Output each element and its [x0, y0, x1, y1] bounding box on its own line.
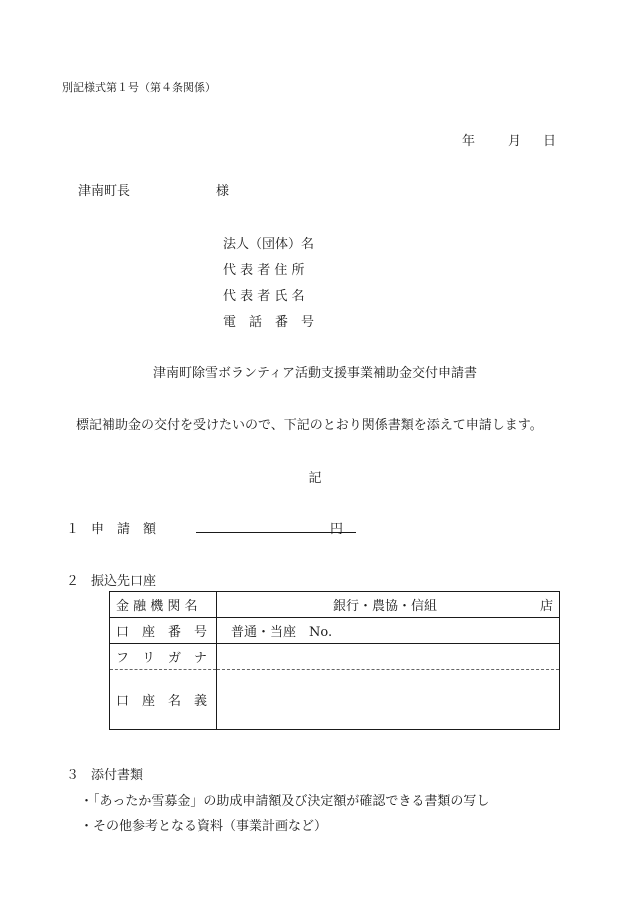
section3-number: ３ — [66, 768, 80, 783]
bank-name-label: 金 融 機 関 名 — [110, 592, 217, 618]
account-holder-field[interactable] — [217, 670, 560, 730]
applicant-org-name: 法人（団体）名 — [223, 237, 315, 252]
date-month: 月 — [508, 134, 522, 149]
table-row — [110, 592, 560, 618]
body-text: 標記補助金の交付を受けたいので、下記のとおり関係書類を添えて申請します。 — [76, 418, 543, 433]
bank-type-options: 銀行・農協・信組 — [333, 599, 438, 614]
applicant-rep-name: 代 表 者 氏 名 — [223, 289, 305, 304]
account-number-label: 口 座 番 号 — [110, 618, 217, 644]
date-day: 日 — [543, 134, 557, 149]
section3-label: 添付書類 — [91, 768, 144, 783]
amount-unit: 円 — [330, 522, 344, 537]
branch-suffix: 店 — [539, 599, 553, 614]
list-item: ・「あったか雪募金」の助成申請額及び決定額が確認できる書類の写し — [80, 794, 490, 809]
account-number-field[interactable] — [217, 618, 560, 644]
furigana-label: フ リ ガ ナ — [110, 644, 217, 670]
list-item: ・その他参考となる資料（事業計画など） — [80, 819, 328, 834]
applicant-rep-address: 代 表 者 住 所 — [223, 263, 305, 278]
bank-name-field[interactable] — [217, 592, 560, 618]
ki-heading: 記 — [308, 471, 322, 486]
section1-label: 申 請 額 — [91, 522, 157, 537]
document-title: 津南町除雪ボランティア活動支援事業補助金交付申請書 — [153, 366, 477, 381]
table-row — [110, 644, 560, 670]
applicant-phone: 電 話 番 号 — [223, 315, 315, 330]
section1-number: １ — [66, 522, 80, 537]
addressee-name: 津南町長 — [78, 184, 131, 199]
account-holder-label: 口 座 名 義 — [110, 670, 217, 730]
bank-account-table — [109, 591, 560, 730]
account-type-options: 普通・当座 No. — [231, 625, 333, 640]
section2-number: ２ — [66, 574, 80, 589]
table-row — [110, 670, 560, 730]
form-number: 別記様式第１号（第４条関係） — [62, 81, 216, 94]
addressee-honorific: 様 — [216, 184, 230, 199]
furigana-field[interactable] — [217, 644, 560, 670]
date-year: 年 — [462, 134, 476, 149]
section2-label: 振込先口座 — [91, 574, 157, 589]
table-row — [110, 618, 560, 644]
